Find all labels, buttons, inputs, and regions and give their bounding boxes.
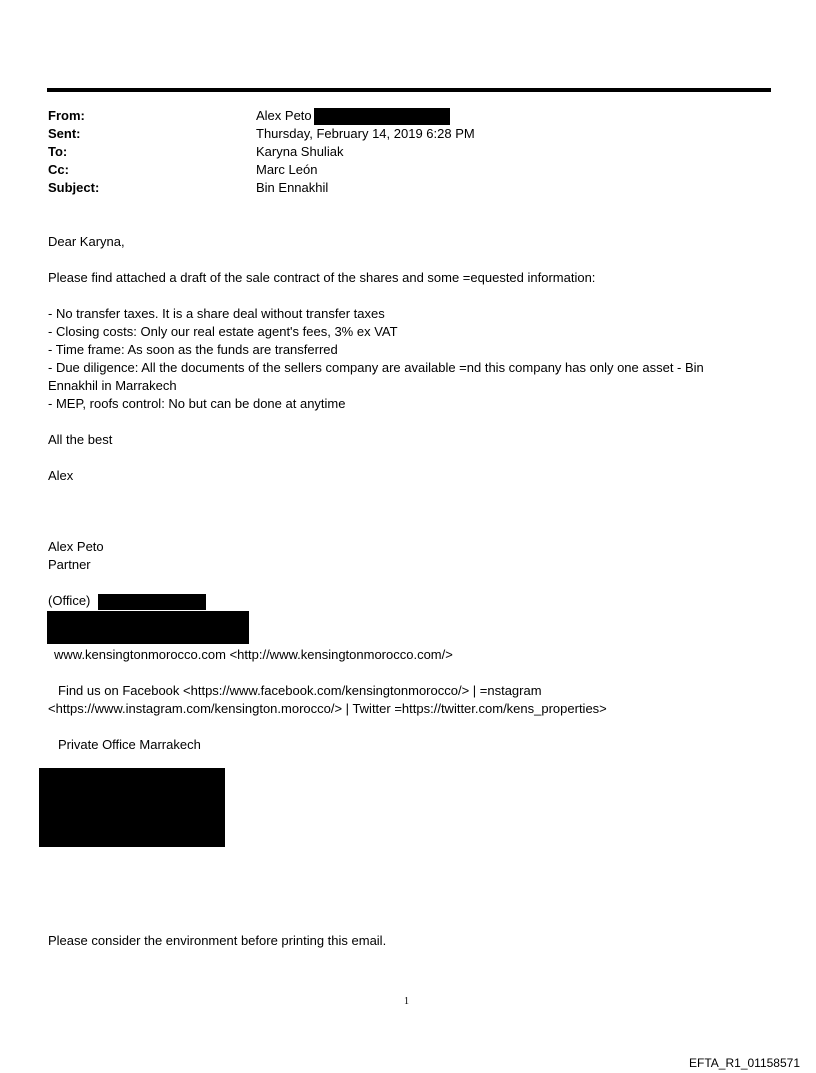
greeting: Dear Karyna, bbox=[48, 234, 125, 249]
subject-value: Bin Ennakhil bbox=[256, 180, 329, 195]
bullet-line: - Due diligence: All the documents of the sellers company are available =nd this company has only one asset - Bin bbox=[48, 360, 704, 375]
signature-title: Partner bbox=[48, 557, 91, 572]
bullet-line: - Time frame: As soon as the funds are transferred bbox=[48, 342, 338, 357]
redaction-from-email bbox=[314, 108, 450, 125]
social-links-line-2[interactable]: <https://www.instagram.com/kensington.morocco/> | Twitter =https://twitter.com/kens_properties> bbox=[48, 701, 607, 716]
bates-number: EFTA_R1_01158571 bbox=[689, 1056, 800, 1070]
subject-label: Subject: bbox=[48, 180, 100, 195]
environment-note: Please consider the environment before printing this email. bbox=[48, 933, 387, 948]
bullet-line: - No transfer taxes. It is a share deal without transfer taxes bbox=[48, 306, 385, 321]
redaction-image-block bbox=[39, 768, 225, 847]
closing: All the best bbox=[48, 432, 113, 447]
signature-name: Alex Peto bbox=[48, 539, 104, 554]
social-links-line-1[interactable]: Find us on Facebook <https://www.facebook.com/kensingtonmorocco/> | =nstagram bbox=[58, 683, 542, 698]
office-name: Private Office Marrakech bbox=[58, 737, 201, 752]
sent-label: Sent: bbox=[48, 126, 81, 141]
header-rule bbox=[47, 88, 771, 92]
bullet-line: - MEP, roofs control: No but can be done at anytime bbox=[48, 396, 346, 411]
cc-value: Marc León bbox=[256, 162, 318, 177]
signoff: Alex bbox=[48, 468, 74, 483]
bullet-line: Ennakhil in Marrakech bbox=[48, 378, 177, 393]
to-value: Karyna Shuliak bbox=[256, 144, 344, 159]
from-label: From: bbox=[48, 108, 85, 123]
office-phone-label: (Office) bbox=[48, 593, 91, 608]
from-value: Alex Peto bbox=[256, 108, 312, 123]
cc-label: Cc: bbox=[48, 162, 69, 177]
website-link[interactable]: www.kensingtonmorocco.com <http://www.kensingtonmorocco.com/> bbox=[54, 647, 453, 662]
redaction-office-phone bbox=[98, 594, 206, 610]
intro-paragraph: Please find attached a draft of the sale contract of the shares and some =equested information: bbox=[48, 270, 596, 285]
page-number: 1 bbox=[404, 996, 409, 1007]
sent-value: Thursday, February 14, 2019 6:28 PM bbox=[256, 126, 475, 141]
to-label: To: bbox=[48, 144, 68, 159]
redaction-contact-block bbox=[47, 611, 249, 644]
bullet-line: - Closing costs: Only our real estate agent's fees, 3% ex VAT bbox=[48, 324, 398, 339]
